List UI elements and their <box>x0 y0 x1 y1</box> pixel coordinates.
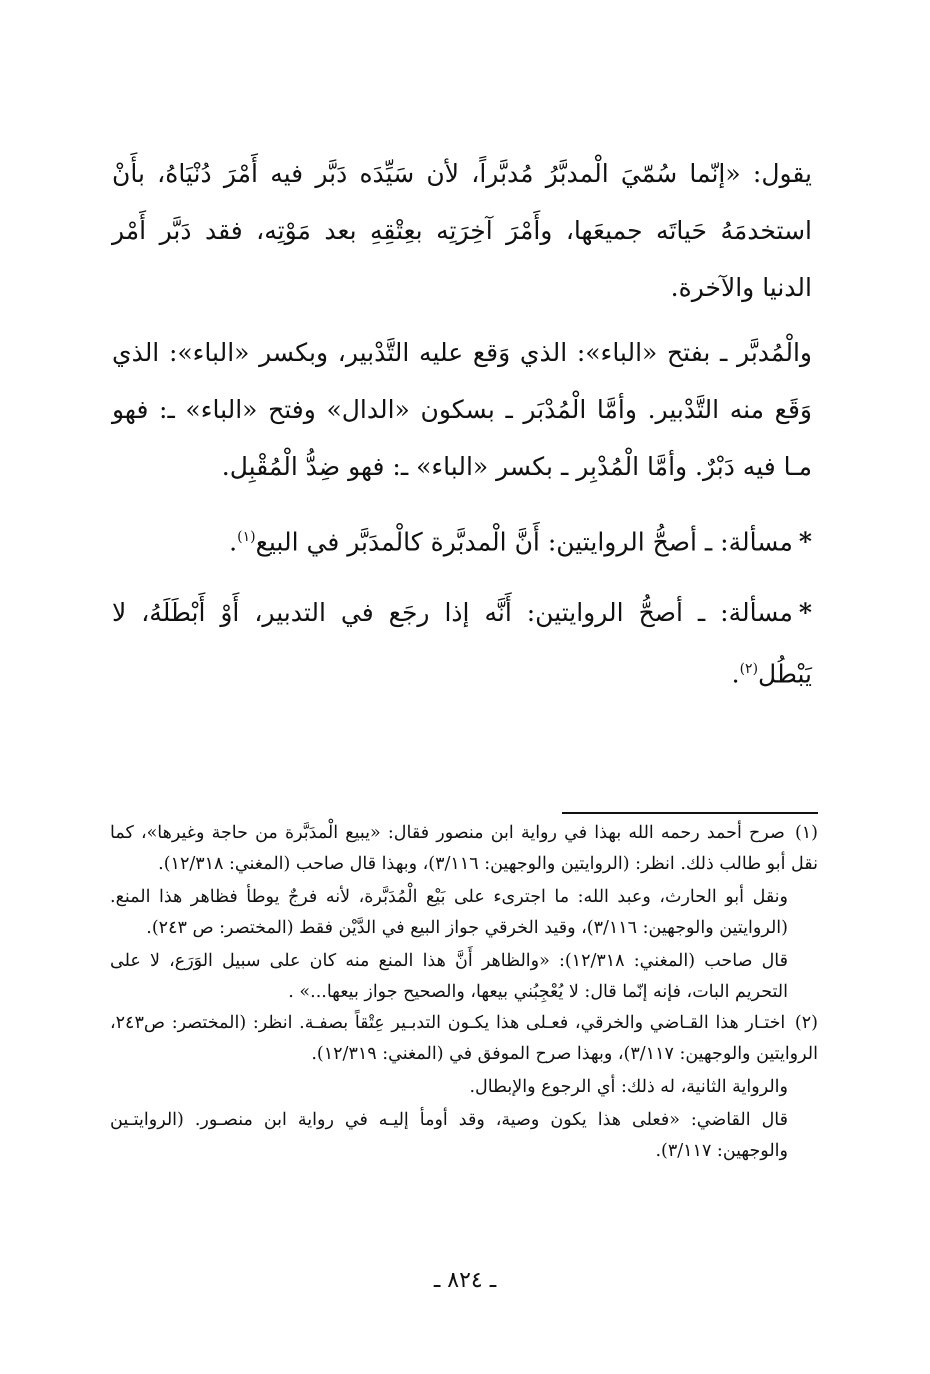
footnote-ref[interactable]: (١) <box>237 529 256 545</box>
footnote-number: (١) <box>794 823 818 843</box>
paragraph-definition: يقول: «إنّما سُمّيَ الْمدبَّرُ مُدبَّراً، لأن سَيِّدَه دَبَّر فيه أَمْرَ دُنْيَاهُ، بأَنْ استخدمَهُ حَياتَه جميعَها، وأَمْرَ آخِرَتِه بعِتْقِهِ بعد مَوْتِه، فقد دَبَّر أَمْر الدنيا والآخرة. <box>112 159 812 302</box>
footnote-text: اختـار هذا القـاضي والخرقي، فعـلى هذا يكـون التدبـير عِتْقاً بصفـة. انظر: (المختصر: ص٢٤٣، الروايتين والوجهين: ٣/١١٧)، وبهذا صرح الموفق في (المغني: ١٢/٣١٩). <box>110 1013 818 1064</box>
footnote-1-continuation: قال صاحب (المغني: ١٢/٣١٨): «والظاهر أَنَّ هذا المنع منه كان على سبيل الوَرَع، لا على التحريم البات، فإنه إنّما قال: لا يُعْجِبُني بيعها، والصحيح جواز بيعها...» . <box>110 951 788 1002</box>
issue-text: مسألة: ـ أصحُّ الروايتين: أَنَّه إذا رجَع في التدبير، أَوْ أَبْطَلَهُ، لا يَبْطُل <box>112 598 812 689</box>
issue-revoking-tadbir <box>112 584 812 702</box>
footnote-2-continuation: والرواية الثانية، له ذلك: أي الرجوع والإبطال. <box>469 1077 788 1097</box>
footnotes <box>110 818 818 1167</box>
footnote-ref[interactable]: (٢) <box>739 661 759 678</box>
issue-end: . <box>229 527 238 557</box>
footnote-1-continuation: ونقل أبو الحارث، وعبد الله: ما اجترىء على بَيْع الْمُدَبَّرة، لأنه فرجٌ يوطأ فظاهر هذا المنع. (الروايتين والوجهين: ٣/١١٦)، وقيد الخرقي جواز البيع في الدَّيْن فقط (المختصر: ص ٢٤٣). <box>110 887 788 938</box>
footnote-text: صرح أحمد رحمه الله بهذا في رواية ابن منصور فقال: «يبيع الْمدَبَّرة من حاجة وغيرها»، كما نقل أبو طالب ذلك. انظر: (الروايتين والوجهين: ٣/١١٦)، وبهذا قال صاحب (المغني: ١٢/٣١٨). <box>110 823 818 874</box>
footnote-2 <box>110 1008 818 1070</box>
footnote-1 <box>110 818 818 880</box>
paragraph-mudabbar-forms: والْمُدبَّر ـ بفتح «الباء»: الذي وَقع عليه التَّدْبير، وبكسر «الباء»: الذي وَقَع منه التَّدْبير. وأمَّا الْمُدْبَر ـ بسكون «الدال» وفتح «الباء» ـ: فهو مـا فيه دَبْرٌ. وأمَّا الْمُدْبِر ـ بكسر «الباء» ـ: فهو ضِدُّ الْمُقْبِل. <box>112 338 812 481</box>
issue-end: . <box>731 659 740 689</box>
footnote-separator <box>562 812 818 814</box>
page-number: ـ ٨٢٤ ـ <box>433 1268 497 1293</box>
main-text <box>112 145 812 703</box>
issue-star-marker: * <box>798 527 812 557</box>
footnote-2-continuation: قال القاضي: «فعلى هذا يكون وصية، وقد أومأ إليـه في رواية ابن منصـور. (الروايتـين والوجهين: ٣/١١٧). <box>110 1110 788 1161</box>
issue-sale-of-mudabbara <box>112 509 812 570</box>
footnote-number: (٢) <box>794 1013 818 1033</box>
issue-star-marker: * <box>798 598 812 628</box>
issue-text: مسألة: ـ أصحُّ الروايتين: أَنَّ الْمدبَّرة كالْمدَبَّر في البيع <box>255 527 793 557</box>
